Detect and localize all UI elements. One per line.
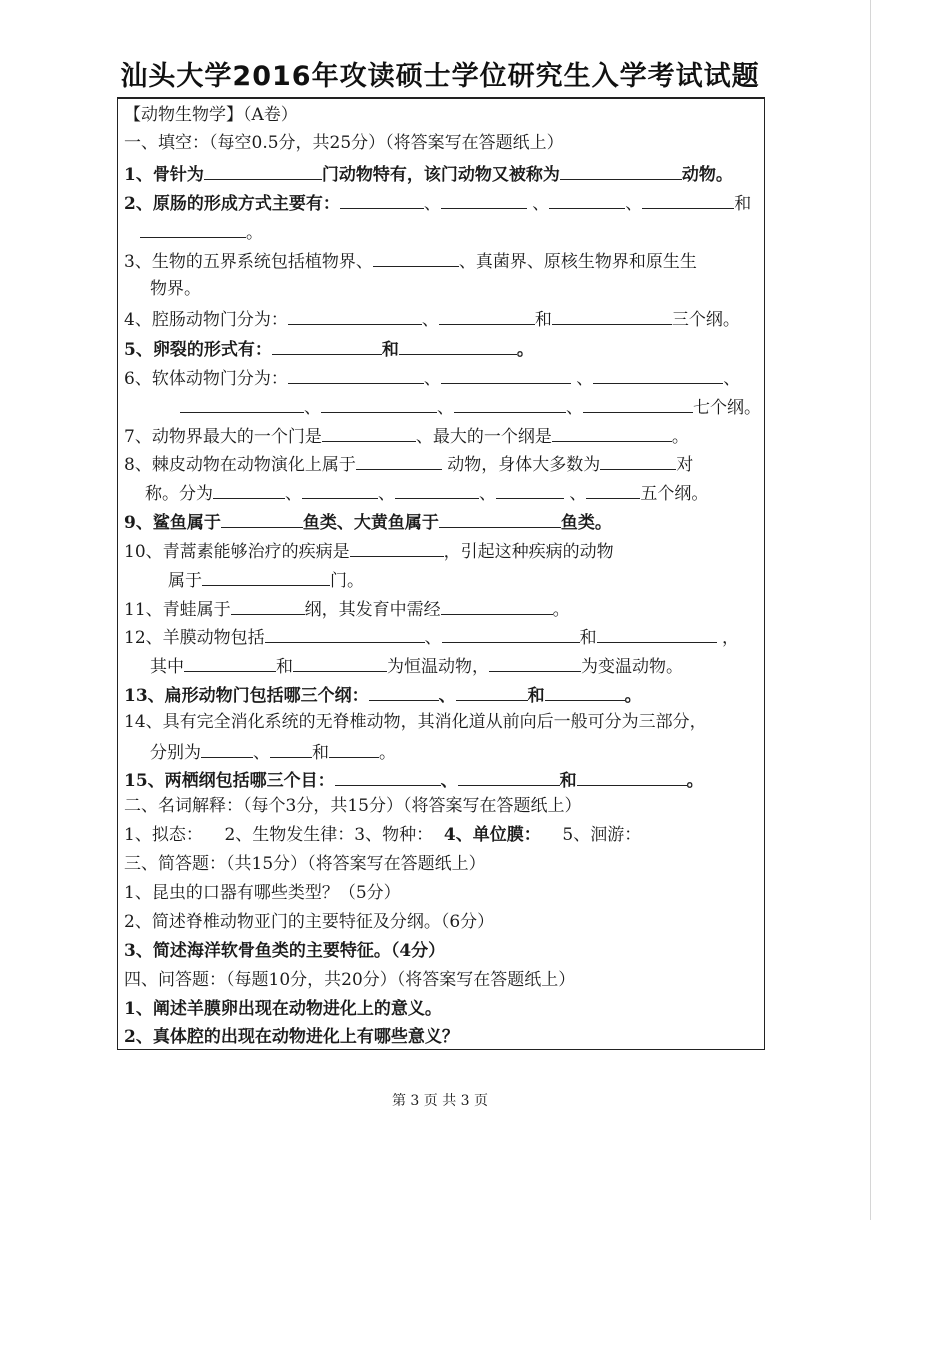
- question-3: 3、生物的五界系统包括植物界、 、真菌界、原核生物界和原生生: [124, 249, 697, 273]
- essay-question-1: 1、阐述羊膜卵出现在动物进化上的意义。: [124, 999, 442, 1019]
- section1-heading: 一、填空：（每空0.5分，共25分）（将答案写在答题纸上）: [124, 133, 564, 153]
- short-answer-1: 1、昆虫的口器有哪些类型？（5分）: [124, 883, 401, 903]
- page-edge-line: [870, 0, 871, 1220]
- section3-heading: 三、简答题：（共15分）（将答案写在答题纸上）: [124, 854, 486, 874]
- question-13: 13、扁形动物门包括哪三个纲： 、 和 。: [124, 683, 642, 707]
- question-4: 4、腔肠动物门分为： 、 和 三个纲。: [124, 307, 740, 331]
- question-6: 6、软体动物门分为： 、 、 、: [124, 366, 740, 390]
- question-9: 9、鲨鱼属于 鱼类、大黄鱼属于 鱼类。: [124, 510, 612, 534]
- question-14: 14、具有完全消化系统的无脊椎动物，其消化道从前向后一般可分为三部分，: [124, 712, 707, 732]
- question-8-cont: 称。分为 、 、 、 、 五个纲。: [145, 481, 708, 505]
- page-footer: 第 3 页 共 3 页: [391, 1093, 489, 1109]
- question-10-cont: 属于 门。: [168, 568, 364, 592]
- question-15: 15、两栖纲包括哪三个目： 、 和 。: [124, 768, 704, 792]
- question-6-cont: 、 、 、 七个纲。: [180, 395, 761, 419]
- question-11: 11、青蛙属于 纲，其发育中需经 。: [124, 597, 570, 621]
- question-3-cont: 物界。: [150, 279, 201, 299]
- subject-line: 【动物生物学】（A卷）: [124, 105, 298, 125]
- short-answer-2: 2、简述脊椎动物亚门的主要特征及分纲。（6分）: [124, 912, 495, 932]
- question-7: 7、动物界最大的一个门是 、最大的一个纲是 。: [124, 424, 689, 448]
- section4-heading: 四、问答题：（每题10分，共20分）（将答案写在答题纸上）: [124, 970, 576, 990]
- question-2-cont: 。: [140, 220, 263, 244]
- question-10: 10、青蒿素能够治疗的疾病是 ，引起这种疾病的动物: [124, 539, 614, 563]
- terms-line: 1、拟态： 2、生物发生律：3、物种： 4、单位膜： 5、洄游：: [124, 825, 642, 845]
- question-2: 2、原肠的形成方式主要有： 、 、 、 和: [124, 191, 751, 215]
- question-1: 1、骨针为 门动物特有，该门动物又被称为 动物。: [124, 162, 733, 186]
- exam-title: 汕头大学2016年攻读硕士学位研究生入学考试试题: [120, 61, 760, 92]
- essay-question-2: 2、真体腔的出现在动物进化上有哪些意义？: [124, 1027, 459, 1047]
- question-12: 12、羊膜动物包括 、 和 ，: [124, 625, 739, 649]
- question-5: 5、卵裂的形式有： 和 。: [124, 337, 534, 361]
- short-answer-3: 3、简述海洋软骨鱼类的主要特征。（4分）: [124, 941, 446, 961]
- question-8: 8、棘皮动物在动物演化上属于 动物，身体大多数为 对: [124, 452, 693, 476]
- section2-heading: 二、名词解释：（每个3分，共15分）（将答案写在答题纸上）: [124, 796, 582, 816]
- question-14-cont: 分别为 、 和 。: [150, 740, 396, 764]
- question-12-cont: 其中 和 为恒温动物， 为变温动物。: [150, 654, 683, 678]
